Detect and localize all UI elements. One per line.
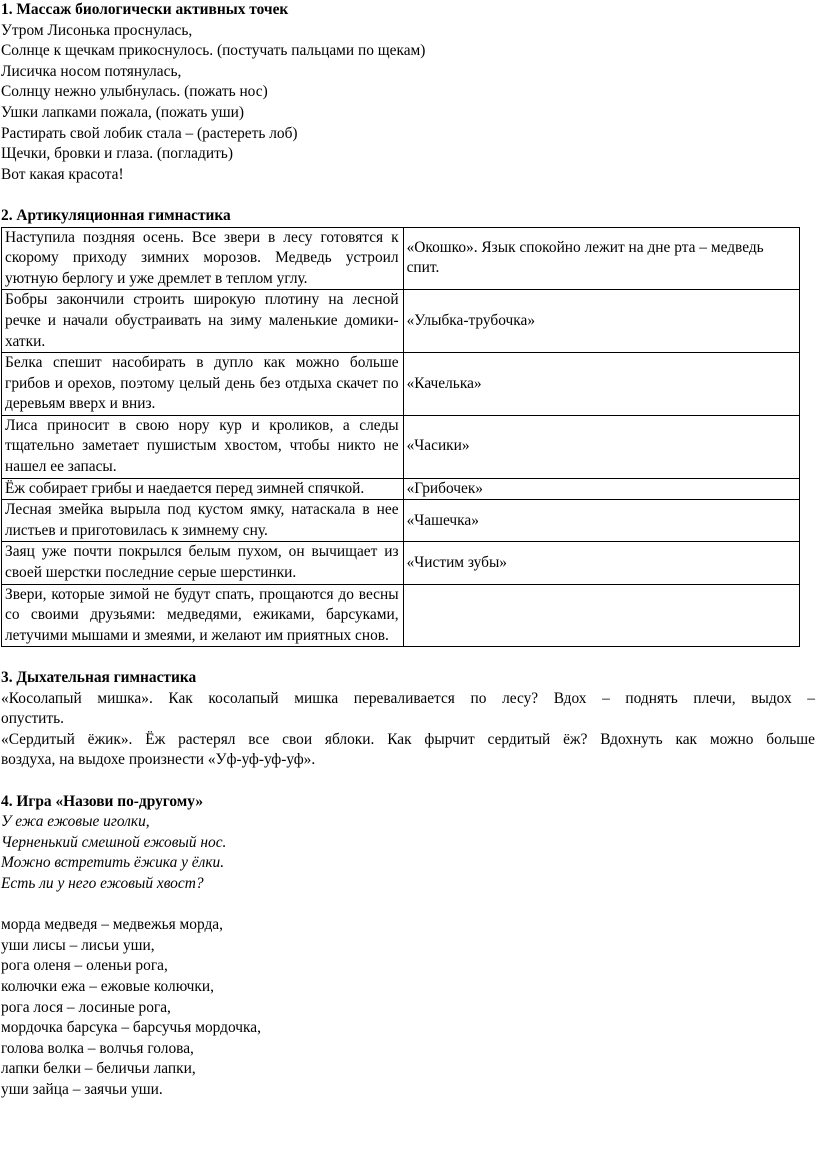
list-item: мордочка барсука – барсучья мордочка, [1, 1019, 261, 1037]
exercise-cell: «Чистим зубы» [403, 542, 799, 584]
section-1-text [1, 21, 816, 186]
story-cell: Заяц уже почти покрылся белым пухом, он вычищает из своей шерстки последние серые шерстинки. [2, 542, 404, 584]
table-row [2, 584, 800, 647]
story-cell: Звери, которые зимой не будут спать, прощаются до весны со своими друзьями: медведями, ежиками, барсуками, летучими мышами и змеями, и желают им приятных снов. [2, 584, 404, 647]
table-row [2, 290, 800, 353]
section-1-title: 1. Массаж биологически активных точек [1, 1, 289, 18]
exercise-cell: «Грибочек» [403, 478, 799, 500]
text-line: Солнце к щечкам прикоснулось. (постучать пальцами по щекам) [1, 42, 426, 60]
exercise-cell: «Чашечка» [403, 500, 799, 542]
breathing-paragraph-2-line-1: «Сердитый ёжик». Ёж растерял все свои яблоки. Как фырчит сердитый ёж? Вдохнуть как можно больше [1, 730, 815, 748]
list-item: уши зайца – заячьи уши. [1, 1080, 163, 1098]
list-item: рога лося – лосиные рога, [1, 998, 171, 1016]
story-cell: Лиса приносит в свою нору кур и кроликов, а следы тщательно заметает пушистым хвостом, чтобы никто не нашел ее запасы. [2, 415, 404, 478]
list-item: морда медведя – медвежья морда, [1, 916, 223, 934]
spacer [1, 185, 816, 206]
text-line: Утром Лисонька проснулась, [1, 21, 193, 39]
section-2-title: 2. Артикуляционная гимнастика [1, 206, 231, 224]
poem-line: У ежа ежовые иголки, [1, 813, 150, 831]
poem-line: Есть ли у него ежовый хвост? [1, 874, 204, 892]
text-line: Ушки лапками пожала, (пожать уши) [1, 103, 244, 121]
table-row [2, 500, 800, 542]
text-line: Лисичка носом потянулась, [1, 62, 182, 80]
text-line: Щечки, бровки и глаза. (погладить) [1, 145, 233, 163]
text-line: Вот какая красота! [1, 165, 124, 183]
breathing-paragraph-1-line-1: «Косолапый мишка». Как косолапый мишка переваливается по лесу? Вдох – поднять плечи, выдох – [1, 689, 815, 707]
spacer [1, 771, 816, 792]
exercise-cell [403, 584, 799, 647]
exercise-cell: «Качелька» [403, 353, 799, 416]
table-row [2, 478, 800, 500]
exercise-cell: «Окошко». Язык спокойно лежит на дне рта – медведь спит. [403, 227, 799, 290]
list-item: рога оленя – оленьи рога, [1, 957, 168, 975]
exercise-cell: «Улыбка-трубочка» [403, 290, 799, 353]
articulation-table [1, 227, 800, 648]
table-row [2, 227, 800, 290]
story-cell: Бобры закончили строить широкую плотину на лесной речке и начали обустраивать на зиму маленькие домики-хатки. [2, 290, 404, 353]
list-item: колючки ежа – ежовые колючки, [1, 977, 214, 995]
list-item: голова волка – волчья голова, [1, 1039, 194, 1057]
table-row [2, 542, 800, 584]
exercise-cell: «Часики» [403, 415, 799, 478]
spacer [1, 895, 816, 916]
list-item: лапки белки – беличьи лапки, [1, 1060, 196, 1078]
list-item: уши лисы – лисьи уши, [1, 936, 155, 954]
table-row [2, 415, 800, 478]
section-4-title: 4. Игра «Назови по-другому» [1, 792, 204, 810]
story-cell: Наступила поздняя осень. Все звери в лесу готовятся к скорому приходу зимних морозов. Медведь устроил уютную берлогу и уже дремлет в теплом углу. [2, 227, 404, 290]
text-line: Солнцу нежно улыбнулась. (пожать нос) [1, 83, 268, 101]
poem-line: Можно встретить ёжика у ёлки. [1, 854, 225, 872]
story-cell: Лесная змейка вырыла под кустом ямку, натаскала в нее листьев и приготовилась к зимнему сну. [2, 500, 404, 542]
spacer [1, 647, 816, 668]
breathing-paragraph-1-line-2: опустить. [1, 710, 65, 728]
poem [1, 812, 816, 894]
text-line: Растирать свой лобик стала – (растереть лоб) [1, 124, 298, 142]
poem-line: Черненький смешной ежовый нос. [1, 833, 227, 851]
word-pairs-list [1, 915, 816, 1100]
breathing-paragraph-2-line-2: воздуха, на выдохе произнести «Уф-уф-уф-уф». [1, 751, 316, 769]
table-row [2, 353, 800, 416]
section-3-title: 3. Дыхательная гимнастика [1, 669, 197, 686]
story-cell: Белка спешит насобирать в дупло как можно больше грибов и орехов, поэтому целый день без отдыха скачет по деревьям вверх и вниз. [2, 353, 404, 416]
story-cell: Ёж собирает грибы и наедается перед зимней спячкой. [2, 478, 404, 500]
